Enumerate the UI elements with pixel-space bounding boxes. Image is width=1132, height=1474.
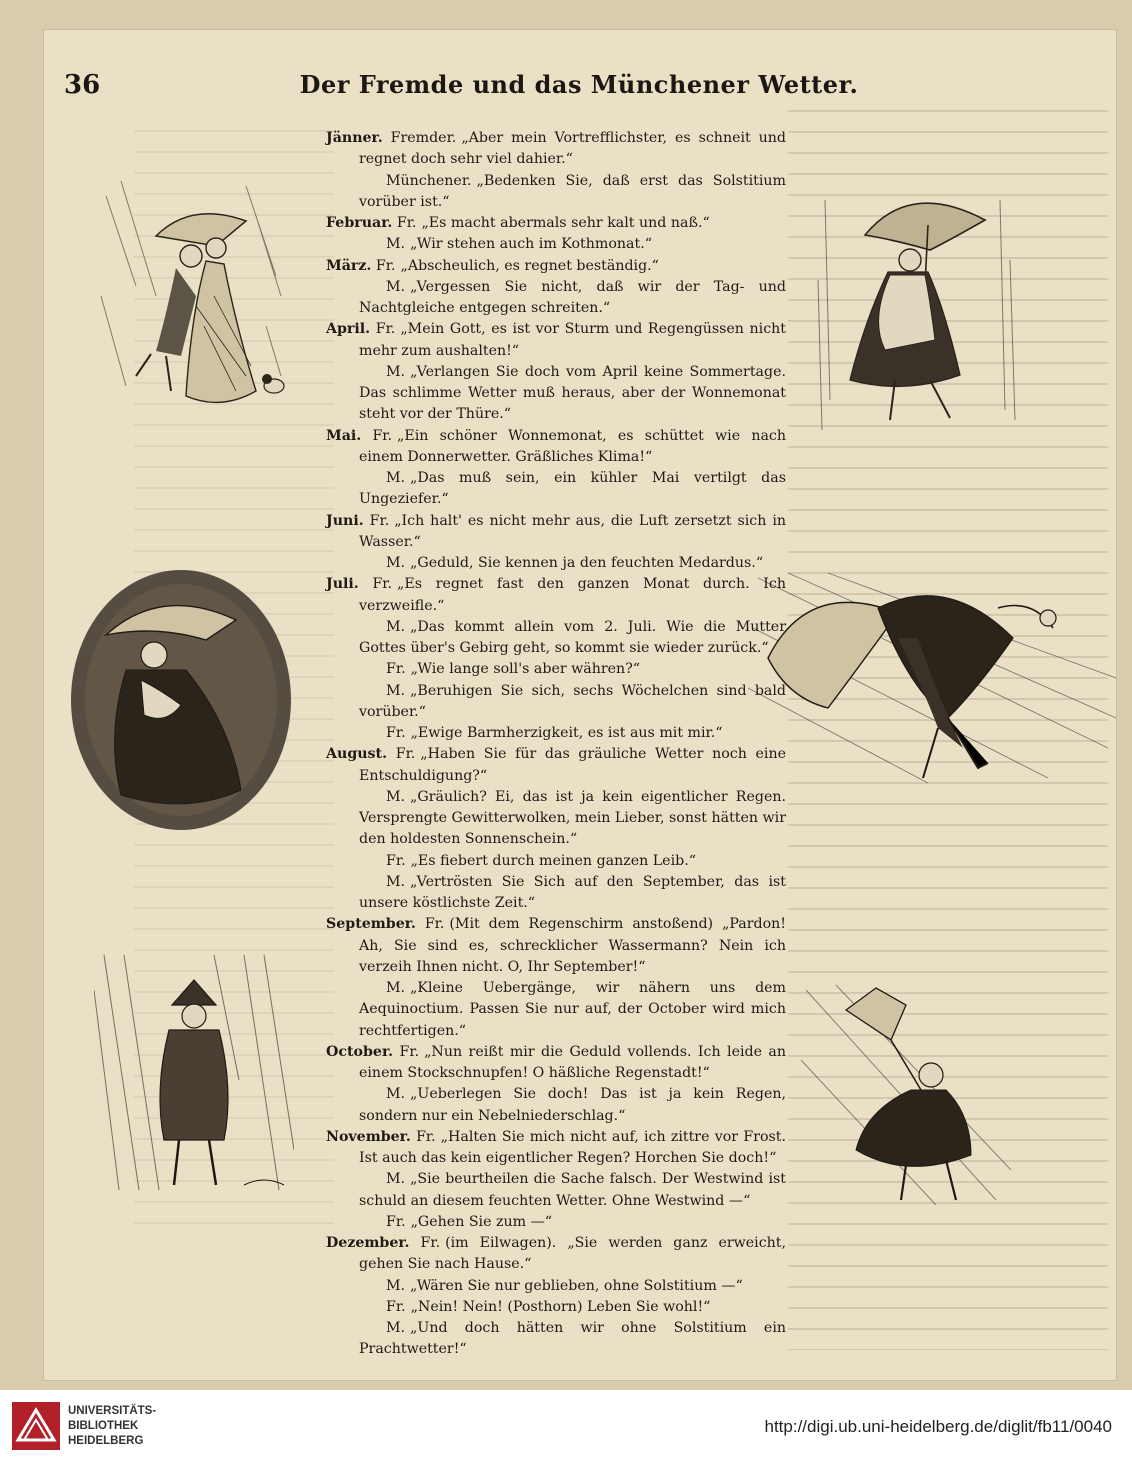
speaker-label: M. [386,278,406,295]
speech-text: „Nein! Nein! (Posthorn) Leben Sie wohl!“ [410,1298,711,1315]
speech-text: „Abscheulich, es regnet beständig.“ [400,257,659,274]
speech-text: „Wären Sie nur geblieben, ohne Solstitium —“ [410,1277,743,1294]
month-label: November. [326,1128,411,1145]
speaker-label: Fr. [386,661,406,678]
speech-text: „Sie beurtheilen die Sache falsch. Der Westwind ist schuld an diesem feuchten Wetter. Ohne Westwind —“ [359,1171,786,1209]
illustration-woman-with-umbrella [810,180,1020,440]
speech-text: „Nun reißt mir die Geduld vollends. Ich leide an einem Stockschnupfen! O häßliche Regenstadt!“ [359,1043,786,1081]
speaker-label: Fr. [416,1128,436,1145]
speaker-label: Fr. [399,1043,420,1060]
speech-text: „Wir stehen auch im Kothmonat.“ [410,236,652,253]
speech-text: „Das kommt allein vom 2. Juli. Wie die Mutter Gottes über's Gebirg geht, so kommt sie wieder zurück.“ [359,618,786,656]
library-name [68,1404,156,1449]
speech-text: „Das muß sein, ein kühler Mai vertilgt das Ungeziefer.“ [359,470,786,508]
page-scan [44,30,1116,1380]
dialogue-line [326,1084,786,1127]
dialogue-line [326,1212,786,1233]
speaker-label: Fr. [386,852,406,869]
month-label: Juli. [326,576,359,593]
speaker-label: Fr. [372,576,393,593]
speaker-label: M. [386,1171,406,1188]
speech-text: „Es regnet fast den ganzen Monat durch. Ich verzweifle.“ [359,576,786,614]
speaker-label: M. [386,873,406,890]
dialogue-line [326,1042,786,1085]
speech-text: „Wie lange soll's aber währen?“ [410,661,641,678]
speaker-label: Fremder. [390,130,457,146]
speaker-label: M. [386,788,406,805]
month-label: October. [326,1043,394,1060]
speech-text: „Es fiebert durch meinen ganzen Leib.“ [410,852,696,869]
dialogue-line [326,1127,786,1170]
speech-text: „Ein schöner Wonnemonat, es schüttet wie nach einem Donnerwetter. Gräßliches Klima!“ [359,427,786,465]
speech-text: „Geduld, Sie kennen ja den feuchten Medardus.“ [410,555,764,571]
speaker-label: Fr. [396,215,417,231]
dialogue-line [326,1276,786,1297]
speaker-label: M. [386,236,406,253]
speaker-label: Fr. [386,1298,406,1315]
speech-text: „Haben Sie für das gräuliche Wetter noch eine Entschuldigung?“ [359,746,787,784]
illustration-woman-in-vignette [66,565,296,835]
month-label: Juni. [326,512,364,529]
month-label: Februar. [326,215,393,231]
page-number: 36 [64,70,101,100]
dialogue-line [326,213,786,234]
university-logo-icon [10,1400,62,1452]
dialogue-line [326,319,786,362]
month-label: September. [326,916,416,933]
speaker-label: Fr. [395,746,416,763]
speech-text: „Verlangen Sie doch vom April keine Sommertage. Das schlimme Wetter muß heraus, aber der Wonnemonat steht vor der Thüre.“ [359,363,786,423]
speech-text: „Und doch hätten wir ohne Solstitium ein Prachtwetter!“ [359,1320,786,1358]
speech-text: „Mein Gott, es ist vor Sturm und Regengüssen nicht mehr zum aushalten!“ [359,321,787,359]
dialogue-line [326,171,786,214]
speaker-label: M. [386,555,406,571]
speech-text: „Gehen Sie zum —“ [410,1213,553,1230]
speaker-label: M. [386,980,406,996]
dialogue-line [326,574,786,617]
speaker-label: Fr. [386,725,406,741]
page-header [64,70,1104,104]
speaker-label: M. [386,363,406,380]
speech-text: „Kleine Uebergänge, wir nähern uns dem Aequinoctium. Passen Sie nur auf, der October wird mich rechtfertigen.“ [359,980,786,1039]
dialogue-line [326,234,786,255]
dialogue-line [326,511,786,554]
dialogue-line [326,617,786,660]
speaker-label: Fr. [386,1213,406,1230]
speech-text: „Aber mein Vortrefflichster, es schneit und regnet doch sehr viel dahier.“ [359,130,787,168]
dialogue-line [326,1169,786,1212]
speech-text: „Bedenken Sie, daß erst das Solstitium vorüber ist.“ [359,172,786,210]
illustration-umbrellas-in-wind [748,568,1116,788]
dialogue-line [326,256,786,277]
speech-text: „Ewige Barmherzigkeit, es ist aus mit mir.“ [410,725,723,741]
dialogue-line [326,426,786,469]
dialogue-line [326,659,786,680]
speaker-label: Fr. [420,1235,441,1251]
speaker-label: M. [386,682,406,699]
speaker-label: Fr. [424,916,445,933]
illustration-woman-inverted-umbrella [796,980,1016,1210]
month-label: August. [326,746,388,763]
library-name-line3: HEIDELBERG [68,1435,144,1447]
library-name-line1: UNIVERSITÄTS- [68,1405,157,1417]
month-label: Mai. [326,427,362,444]
speaker-label: M. [386,470,406,486]
dialogue-line [326,1297,786,1318]
dialogue-text [326,128,786,1361]
speech-text: „Beruhigen Sie sich, sechs Wöchelchen sind bald vorüber.“ [359,682,786,720]
dialogue-line [326,1318,786,1361]
page-title: Der Fremde und das Münchener Wetter. [299,70,859,99]
speech-text: (Mit dem Regenschirm anstoßend) „Pardon! Ah, Sie sind es, schrecklicher Wassermann? Nein ich verzeih Ihnen nicht. O, Ihr September!“ [359,916,787,975]
speaker-label: M. [386,1277,406,1294]
speaker-label: Fr. [375,257,396,274]
speaker-label: M. [386,1320,406,1336]
dialogue-line [326,914,786,978]
speech-text: „Es macht abermals sehr kalt und naß.“ [421,215,710,231]
dialogue-line [326,553,786,574]
dialogue-line [326,1233,786,1276]
dialogue-line [326,681,786,724]
dialogue-line [326,128,786,171]
dialogue-line [326,277,786,320]
speech-text: „Vertrösten Sie Sich auf den September, das ist unsere köstlichste Zeit.“ [359,873,786,911]
dialogue-line [326,362,786,426]
speaker-label: Münchener. [386,172,472,189]
dialogue-line [326,978,786,1042]
illustration-man-in-rain [94,950,294,1210]
month-label: März. [326,257,372,274]
speaker-label: M. [386,618,406,635]
speech-text: „Ich halt' es nicht mehr aus, die Luft zersetzt sich in Wasser.“ [359,512,786,550]
speech-text: „Halten Sie mich nicht auf, ich zittre vor Frost. Ist auch das kein eigentlicher Regen? Horchen Sie doch!“ [359,1128,787,1166]
library-name-line2: BIBLIOTHEK [68,1420,139,1432]
speech-text: „Vergessen Sie nicht, daß wir der Tag- und Nachtgleiche entgegen schreiten.“ [359,278,786,316]
illustration-couple-in-storm [96,176,286,446]
dialogue-line [326,468,786,511]
speech-text: „Gräulich? Ei, das ist ja kein eigentlicher Regen. Versprengte Gewitterwolken, mein Lieber, sonst hätten wir den holdesten Sonnenschein.“ [359,788,786,848]
dialogue-line [326,851,786,872]
speaker-label: Fr. [369,512,390,529]
speaker-label: Fr. [372,427,393,444]
footer-bar [0,1390,1132,1474]
month-label: Jänner. [326,130,383,146]
month-label: April. [326,321,371,338]
dialogue-line [326,723,786,744]
dialogue-line [326,744,786,787]
speech-text: „Ueberlegen Sie doch! Das ist ja kein Regen, sondern nur ein Nebelniederschlag.“ [359,1086,786,1124]
dialogue-line [326,787,786,851]
month-label: Dezember. [326,1235,410,1251]
speaker-label: Fr. [375,321,396,338]
dialogue-line [326,872,786,915]
speech-text: (im Eilwagen). „Sie werden ganz erweicht, gehen Sie nach Hause.“ [359,1235,786,1273]
speaker-label: M. [386,1086,406,1103]
source-url-link[interactable]: http://digi.ub.uni-heidelberg.de/diglit/fb11/0040 [764,1417,1112,1436]
